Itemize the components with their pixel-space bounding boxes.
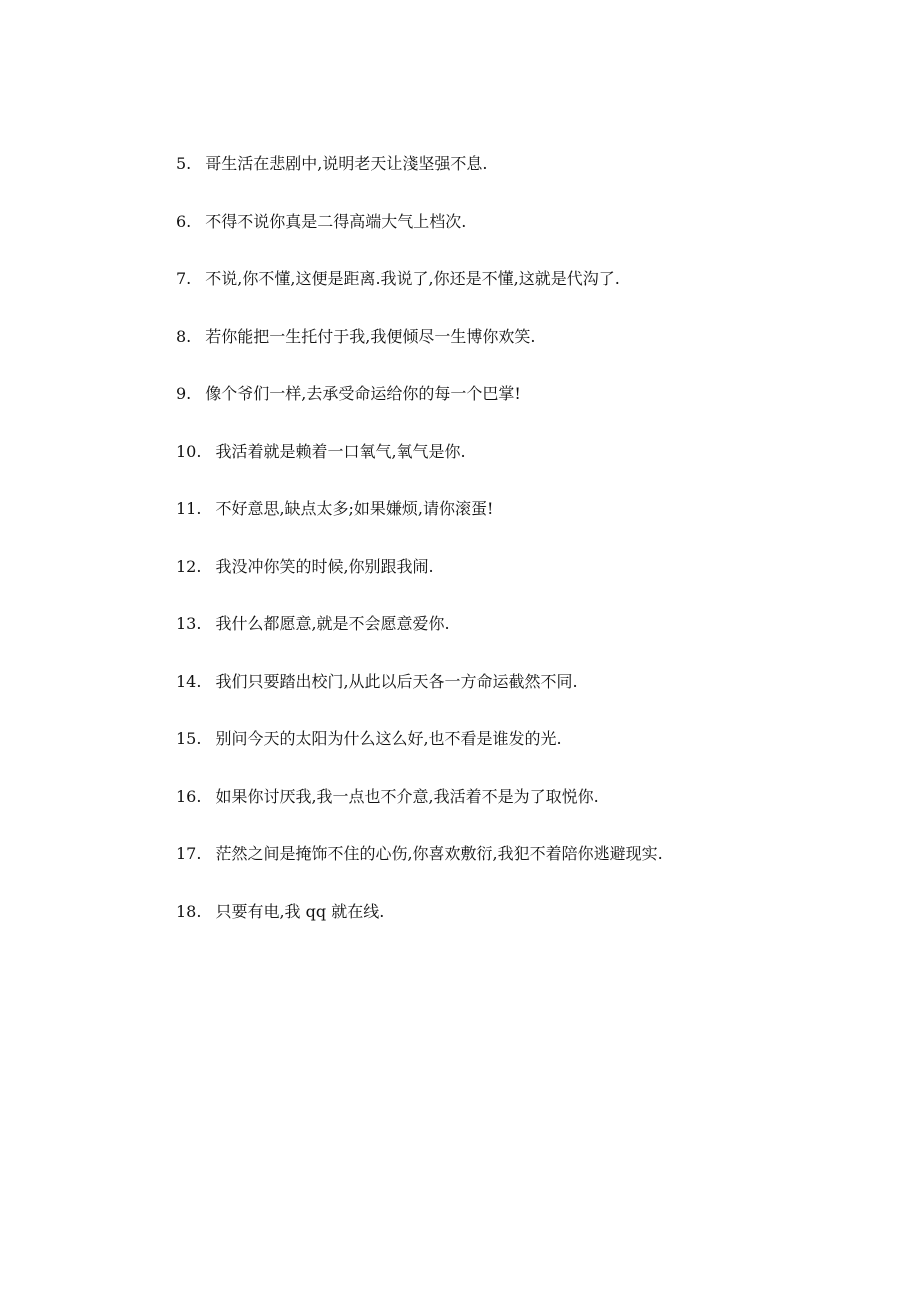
item-number: 15. (176, 729, 202, 748)
item-number: 7. (176, 269, 192, 288)
item-text: 别问今天的太阳为什么这么好,也不看是谁发的光. (215, 729, 562, 748)
list-item (176, 152, 876, 210)
item-text: 不说,你不懂,这便是距离.我说了,你还是不懂,这就是代沟了. (205, 269, 620, 288)
item-text: 我们只要踏出校门,从此以后天各一方命运截然不同. (215, 671, 578, 691)
item-number: 11. (176, 499, 202, 518)
list-item (176, 440, 876, 498)
item-text: 像个爷们一样,去承受命运给你的每一个巴掌! (205, 384, 521, 403)
item-number: 17. (176, 844, 202, 863)
item-number: 5. (176, 154, 192, 173)
list-item (176, 670, 876, 728)
list-item (176, 842, 876, 900)
list-item (176, 727, 876, 785)
list-item (176, 497, 876, 555)
item-text: 我什么都愿意,就是不会愿意爱你. (215, 614, 450, 633)
item-text: 哥生活在悲剧中,说明老天让淺坚强不息. (205, 154, 488, 173)
item-text: 若你能把一生托付于我,我便倾尽一生博你欢笑. (205, 326, 536, 346)
item-text: 如果你讨厌我,我一点也不介意,我活着不是为了取悦你. (215, 786, 599, 806)
item-number: 13. (176, 614, 202, 633)
item-text: 我活着就是赖着一口氧气,氧气是你. (215, 441, 466, 461)
list-item (176, 900, 876, 958)
item-text: 茫然之间是掩饰不住的心伤,你喜欢敷衍,我犯不着陪你逃避现实. (215, 844, 663, 863)
item-text: 只要有电,我 qq 就在线. (215, 901, 385, 921)
list-item (176, 210, 876, 268)
item-number: 14. (176, 671, 202, 691)
item-number: 16. (176, 786, 202, 806)
quote-list (176, 152, 876, 957)
item-number: 8. (176, 326, 192, 346)
list-item (176, 555, 876, 613)
item-number: 18. (176, 901, 202, 921)
item-number: 12. (176, 556, 202, 576)
list-item (176, 382, 876, 440)
list-item (176, 325, 876, 383)
item-number: 10. (176, 441, 202, 461)
item-text: 我没冲你笑的时候,你别跟我闹. (215, 556, 434, 576)
item-number: 6. (176, 211, 192, 231)
list-item (176, 612, 876, 670)
item-text: 不好意思,缺点太多;如果嫌烦,请你滚蛋! (215, 499, 494, 518)
item-number: 9. (176, 384, 192, 403)
list-item (176, 267, 876, 325)
item-text: 不得不说你真是二得高端大气上档次. (205, 211, 467, 231)
list-item (176, 785, 876, 843)
